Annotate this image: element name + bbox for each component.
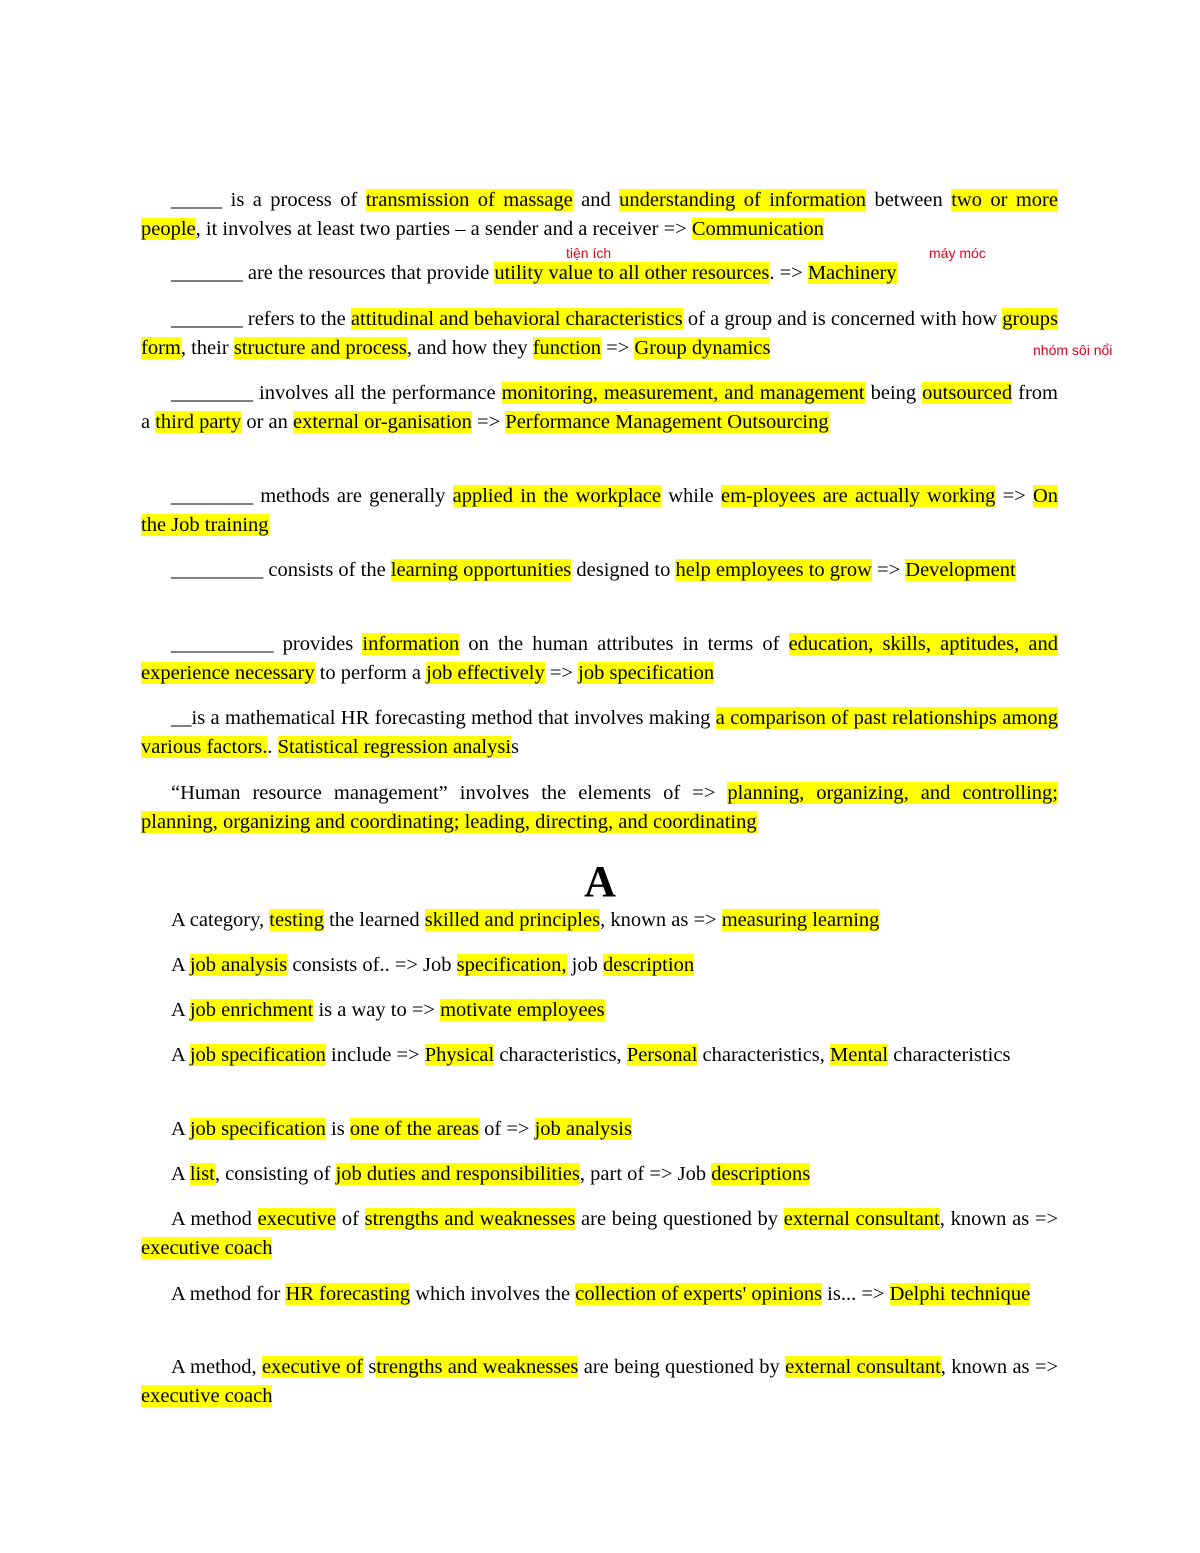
text-run: characteristics, <box>494 1044 627 1066</box>
highlighted-text: function <box>532 337 602 359</box>
paragraph-group-dynamics <box>141 305 1058 363</box>
text-run: . => <box>769 262 808 284</box>
highlighted-text: two or more people <box>141 189 1058 240</box>
text-run: A <box>171 1118 190 1140</box>
text-run: s <box>363 1356 377 1378</box>
highlighted-text: Group dynamics <box>634 337 771 359</box>
highlighted-text: On the Job training <box>141 485 1058 536</box>
highlighted-text: motivate employees <box>440 999 605 1021</box>
text-run: characteristics, <box>697 1044 831 1066</box>
highlighted-text: Physical <box>424 1044 495 1066</box>
highlighted-text: one of the areas <box>349 1118 480 1140</box>
highlighted-text: information <box>362 633 460 655</box>
text-run: __is a mathematical HR forecasting method that involves making <box>171 707 716 729</box>
text-run: or an <box>241 411 294 433</box>
paragraph-executive-coach <box>141 1205 1058 1263</box>
text-run: from a <box>141 382 1058 433</box>
text-run: “Human resource management” involves the elements of => <box>171 782 728 804</box>
highlighted-text: a comparison of past relationships among various factors. <box>141 707 1058 758</box>
paragraph-job-specification-include <box>141 1041 1058 1070</box>
text-run: consists of.. => Job <box>287 954 457 976</box>
highlighted-text: executive coach <box>141 1385 273 1407</box>
highlighted-text: executive of <box>262 1356 364 1378</box>
text-run: characteristics <box>888 1044 1011 1066</box>
paragraph-job-specification-area <box>141 1115 1058 1144</box>
highlighted-text: description <box>602 954 695 976</box>
highlighted-text: third party <box>155 411 242 433</box>
text-run: , their <box>180 337 234 359</box>
paragraph-job-descriptions <box>141 1160 1058 1189</box>
highlighted-text: outsourced <box>922 382 1013 404</box>
highlighted-text: skilled and principles <box>424 909 601 931</box>
paragraph-machinery <box>141 259 1058 288</box>
highlighted-text: specification, <box>456 954 567 976</box>
text-run: , it involves at least two parties – a sender and a receiver => <box>195 218 692 240</box>
paragraph-on-the-job-training <box>141 482 1058 540</box>
text-run: ________ involves all the performance <box>171 382 502 404</box>
text-run: => <box>995 485 1033 507</box>
text-run: is a way to => <box>313 999 441 1021</box>
highlighted-text: Statistical regression analysi <box>277 736 512 758</box>
text-run: _______ are the resources that provide <box>171 262 495 284</box>
highlighted-text: em-ployees are actually working <box>720 485 996 507</box>
highlighted-text: list <box>189 1163 215 1185</box>
text-run: _______ refers to the <box>171 308 351 330</box>
highlighted-text: structure and process <box>233 337 407 359</box>
highlighted-text: Development <box>905 559 1016 581</box>
highlighted-text: collection of experts' opinions <box>575 1283 823 1305</box>
highlighted-text: job specification <box>189 1118 326 1140</box>
text-run: A method <box>171 1208 258 1230</box>
text-run: are being questioned by <box>575 1208 784 1230</box>
paragraph-executive-coach-2 <box>141 1353 1058 1411</box>
text-run: and <box>572 189 620 211</box>
text-run: A method, <box>171 1356 263 1378</box>
highlighted-text: job specification <box>578 662 715 684</box>
highlighted-text: job specification <box>189 1044 326 1066</box>
text-run: of a group and is concerned with how <box>682 308 1003 330</box>
annotation-nhom-soi-noi: nhóm sôi nổi <box>1033 342 1113 358</box>
paragraph-job-analysis <box>141 951 1058 980</box>
text-run: A <box>171 1044 190 1066</box>
text-run: => <box>544 662 579 684</box>
text-run: => <box>601 337 635 359</box>
text-run: . <box>267 736 278 758</box>
text-run: A <box>171 954 190 976</box>
text-run: are being questioned by <box>578 1356 786 1378</box>
highlighted-text: education, skills, aptitudes, and experience necessary <box>141 633 1058 684</box>
text-run: A <box>171 999 190 1021</box>
highlighted-text: job analysis <box>534 1118 632 1140</box>
highlighted-text: Machinery <box>807 262 897 284</box>
text-run: , consisting of <box>214 1163 336 1185</box>
highlighted-text: external consultant <box>785 1356 941 1378</box>
text-run: _____ is a process of <box>171 189 366 211</box>
highlighted-text: external or-ganisation <box>293 411 472 433</box>
text-run: , known as => <box>600 909 722 931</box>
highlighted-text: job analysis <box>189 954 288 976</box>
paragraph-development <box>141 556 1058 585</box>
text-run: A method for <box>171 1283 286 1305</box>
paragraph-hrm-elements <box>141 779 1058 837</box>
text-run: on the human attributes in terms of <box>459 633 789 655</box>
text-run: => <box>471 411 506 433</box>
highlighted-text: help employees to grow <box>675 559 872 581</box>
paragraph-job-specification <box>141 630 1058 688</box>
text-run: is <box>325 1118 350 1140</box>
text-run: to perform a <box>314 662 427 684</box>
highlighted-text: testing <box>269 909 324 931</box>
paragraph-delphi-technique <box>141 1280 1058 1309</box>
annotation-tien-ich: tiện ích <box>566 245 612 261</box>
highlighted-text: executive <box>257 1208 337 1230</box>
text-run: between <box>866 189 952 211</box>
highlighted-text: Communication <box>691 218 824 240</box>
annotation-may-moc: máy móc <box>929 245 986 261</box>
section-heading: A <box>584 857 616 906</box>
highlighted-text: attitudinal and behavioral characteristics <box>350 308 683 330</box>
highlighted-text: learning opportunities <box>390 559 572 581</box>
paragraph-job-enrichment <box>141 996 1058 1025</box>
highlighted-text: job duties and responsibilities <box>335 1163 580 1185</box>
highlighted-text: HR forecasting <box>285 1283 411 1305</box>
highlighted-text: Personal <box>626 1044 698 1066</box>
text-run: of <box>336 1208 365 1230</box>
text-run: job <box>566 954 603 976</box>
text-run: of => <box>479 1118 535 1140</box>
highlighted-text: job enrichment <box>189 999 314 1021</box>
text-run: , known as => <box>939 1208 1059 1230</box>
text-run: s <box>511 736 520 758</box>
highlighted-text: applied in the workplace <box>452 485 661 507</box>
text-run: ________ methods are generally <box>171 485 453 507</box>
text-run: A category, <box>171 909 270 931</box>
text-run: => <box>871 559 906 581</box>
highlighted-text: executive coach <box>141 1237 273 1259</box>
highlighted-text: transmission of massage <box>365 189 573 211</box>
highlighted-text: planning, organizing, and controlling; planning, organizing and coordinating; leading, directing, and coordinating <box>141 782 1058 833</box>
text-run: being <box>864 382 923 404</box>
text-run: A <box>171 1163 190 1185</box>
text-run: which involves the <box>410 1283 576 1305</box>
paragraph-measuring-learning <box>141 906 1058 935</box>
text-run: designed to <box>571 559 676 581</box>
paragraph-performance-outsourcing <box>141 379 1058 437</box>
text-run: is... => <box>822 1283 890 1305</box>
highlighted-text: understanding of information <box>619 189 867 211</box>
text-run: __________ provides <box>171 633 363 655</box>
highlighted-text: external consultant <box>783 1208 940 1230</box>
highlighted-text: groups form <box>141 308 1059 359</box>
text-run: , and how they <box>406 337 533 359</box>
highlighted-text: Delphi technique <box>889 1283 1031 1305</box>
highlighted-text: descriptions <box>711 1163 811 1185</box>
highlighted-text: monitoring, measurement, and management <box>501 382 865 404</box>
paragraph-communication <box>141 186 1058 244</box>
paragraph-regression-analysis <box>141 704 1058 762</box>
highlighted-text: utility value to all other resources <box>494 262 770 284</box>
highlighted-text: job effectively <box>426 662 545 684</box>
text-run: while <box>661 485 721 507</box>
text-run: , known as => <box>940 1356 1059 1378</box>
text-run: _________ consists of the <box>171 559 391 581</box>
text-run: the learned <box>323 909 425 931</box>
highlighted-text: trengths and weaknesses <box>376 1356 579 1378</box>
highlighted-text: strengths and weaknesses <box>364 1208 576 1230</box>
text-run: , part of => Job <box>579 1163 712 1185</box>
text-run: include => <box>325 1044 425 1066</box>
highlighted-text: Mental <box>830 1044 889 1066</box>
highlighted-text: measuring learning <box>721 909 880 931</box>
highlighted-text: Performance Management Outsourcing <box>505 411 829 433</box>
